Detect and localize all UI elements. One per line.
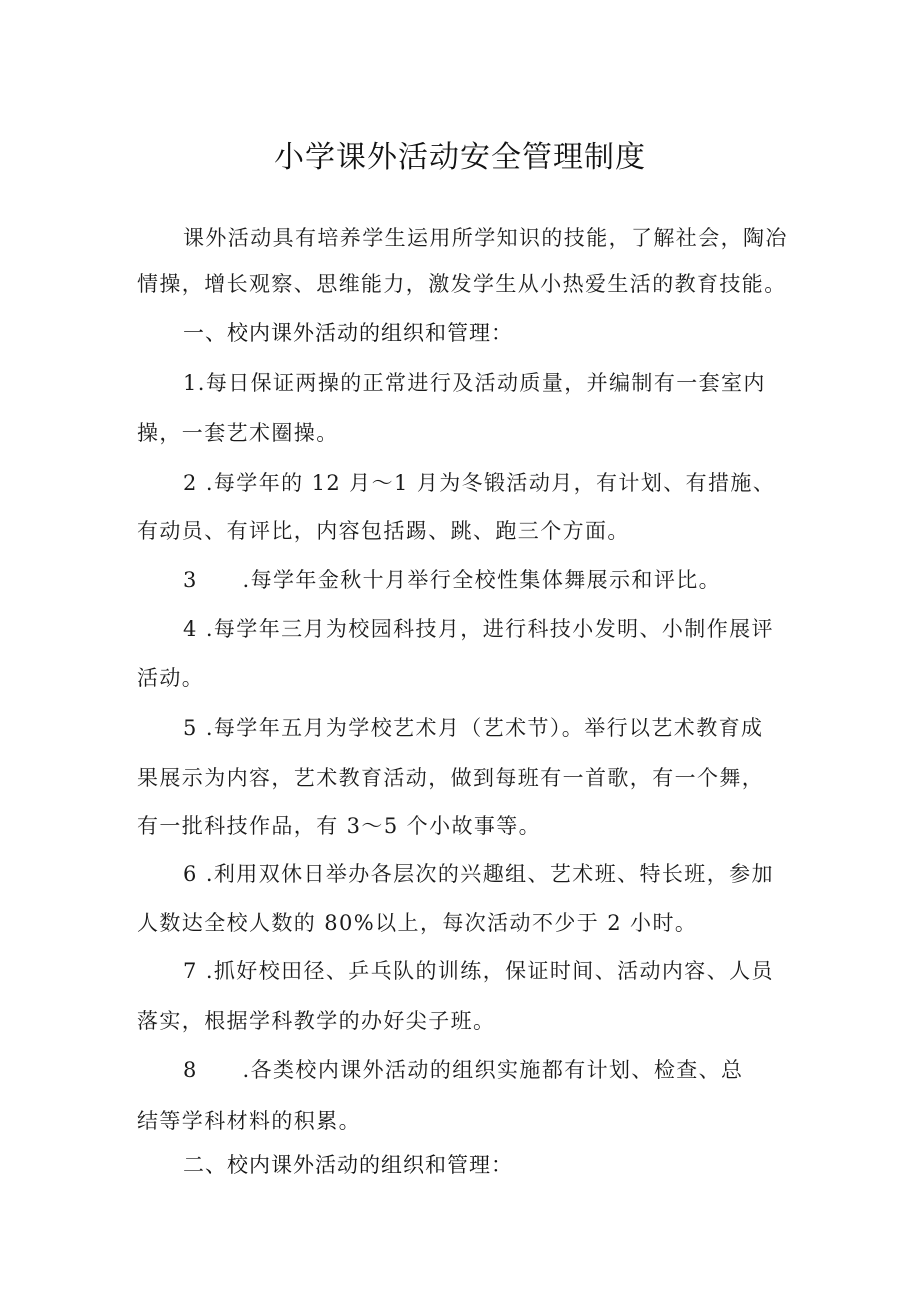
item-5-line-2: 果展示为内容，艺术教育活动，做到每班有一首歌，有一个舞，: [137, 766, 765, 790]
item-7-line-1: 7 .抓好校田径、乒乓队的训练，保证时间、活动内容、人员: [183, 959, 774, 983]
item-5-line-1: 5 .每学年五月为学校艺术月（艺术节）。举行以艺术教育成: [183, 716, 764, 740]
item-3-line-1: 3 .每学年金秋十月举行全校性集体舞展示和评比。: [183, 568, 722, 592]
item-2-line-1: 2 .每学年的 12 月～1 月为冬锻活动月，有计划、有措施、: [183, 471, 776, 495]
intro-line-1: 课外活动具有培养学生运用所学知识的技能，了解社会，陶冶: [183, 226, 788, 250]
item-8-line-2: 结等学科材料的积累。: [137, 1109, 361, 1133]
item-6-line-2: 人数达全校人数的 80%以上，每次活动不少于 2 小时。: [137, 911, 698, 935]
item-7-line-2: 落实，根据学科教学的办好尖子班。: [137, 1009, 496, 1033]
item-1-line-2: 操，一套艺术圈操。: [137, 421, 339, 445]
item-1-line-1: 1.每日保证两操的正常进行及活动质量，并编制有一套室内: [183, 371, 766, 395]
document-title: 小学课外活动安全管理制度: [274, 140, 646, 175]
item-5-line-3: 有一批科技作品，有 3～5 个小故事等。: [137, 814, 542, 838]
section-1-heading: 一、校内课外活动的组织和管理：: [183, 321, 513, 345]
item-6-line-1: 6 .利用双休日举办各层次的兴趣组、艺术班、特长班，参加: [183, 862, 774, 886]
intro-line-2: 情操，增长观察、思维能力，激发学生从小热爱生活的教育技能。: [137, 272, 787, 296]
item-4-line-2: 活动。: [137, 666, 205, 690]
item-4-line-1: 4 .每学年三月为校园科技月，进行科技小发明、小制作展评: [183, 617, 774, 641]
item-2-line-2: 有动员、有评比，内容包括踢、跳、跑三个方面。: [137, 519, 630, 543]
item-8-line-1: 8 .各类校内课外活动的组织实施都有计划、检查、总: [183, 1058, 744, 1082]
section-2-heading: 二、校内课外活动的组织和管理：: [183, 1153, 513, 1177]
